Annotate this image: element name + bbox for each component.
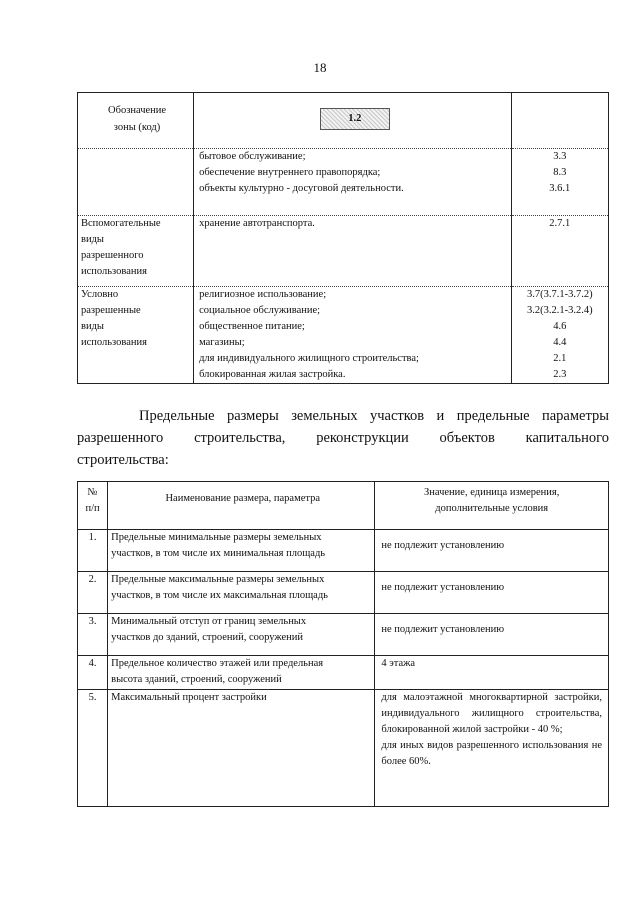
- use-name: социальное обслуживание;: [199, 305, 321, 316]
- use-name: религиозное использование;: [199, 289, 327, 300]
- table-row: [78, 530, 609, 572]
- row-num: 1.: [88, 532, 97, 543]
- row-value: не подлежит установлению: [381, 540, 505, 551]
- use-code: 2.7.1: [549, 218, 571, 229]
- row-param: Минимальный отступ от границ земельных участков до зданий, строений, сооружений: [111, 616, 307, 643]
- use-name: бытовое обслуживание;: [199, 151, 306, 162]
- row-num: 4.: [88, 658, 97, 669]
- row-num: 5.: [88, 692, 97, 703]
- table-row: [78, 614, 609, 656]
- row-num: 3.: [88, 616, 97, 627]
- header-num: № п/п: [85, 487, 100, 514]
- row-param: Предельное количество этажей или предельная высота зданий, строений, сооружений: [111, 658, 324, 685]
- limits-header-row: [78, 482, 609, 530]
- use-name: объекты культурно - досуговой деятельности.: [199, 183, 404, 194]
- row-value: не подлежит установлению: [381, 582, 505, 593]
- use-name: общественное питание;: [199, 321, 305, 332]
- use-code: 3.7(3.7.1-3.7.2): [526, 289, 593, 300]
- table-row: [78, 572, 609, 614]
- use-code: 8.3: [553, 167, 567, 178]
- zone-code-box: 1.2: [320, 108, 390, 130]
- conditional-uses-row: [78, 287, 609, 384]
- row-value: для малоэтажной многоквартирной застройки, индивидуального жилищного строительства, блокированной жилой застройки - 40 %; для иных видов разрешенного использования не более 60%.: [381, 692, 602, 767]
- use-code: 3.3: [553, 151, 567, 162]
- limits-intro-paragraph: [77, 405, 609, 471]
- use-name: для индивидуального жилищного строительства;: [199, 353, 419, 364]
- use-code: 2.1: [553, 353, 567, 364]
- zone-code-label: Обозначение зоны (код): [108, 105, 167, 133]
- paragraph-line: Предельные размеры земельных участков и предельные параметры: [139, 408, 609, 424]
- row-num: 2.: [88, 574, 97, 585]
- zone-usage-table: [77, 92, 609, 384]
- use-name: хранение автотранспорта.: [199, 218, 315, 229]
- row-value: 4 этажа: [381, 658, 416, 669]
- main-uses-row: [78, 149, 609, 216]
- row-param: Максимальный процент застройки: [111, 692, 267, 703]
- table-row: [78, 690, 609, 807]
- paragraph-line: разрешенного строительства, реконструкции объектов капитального: [77, 430, 609, 446]
- use-code: 3.6.1: [549, 183, 571, 194]
- zone-header-row: [78, 93, 609, 149]
- use-code: 3.2(3.2.1-3.2.4): [526, 305, 593, 316]
- auxiliary-label: Вспомогательные виды разрешенного использования: [81, 218, 161, 277]
- use-name: обеспечение внутреннего правопорядка;: [199, 167, 381, 178]
- conditional-label: Условно разрешенные виды использования: [81, 289, 147, 348]
- use-code: 4.6: [553, 321, 567, 332]
- header-value: Значение, единица измерения, дополнительные условия: [424, 487, 560, 514]
- row-value: не подлежит установлению: [381, 624, 505, 635]
- use-name: магазины;: [199, 337, 245, 348]
- table-row: [78, 656, 609, 690]
- use-name: блокированная жилая застройка.: [199, 369, 346, 380]
- row-param: Предельные минимальные размеры земельных участков, в том числе их минимальная площадь: [111, 532, 326, 559]
- row-param: Предельные максимальные размеры земельных участков, в том числе их максимальная площадь: [111, 574, 328, 601]
- header-param: Наименование размера, параметра: [165, 493, 321, 504]
- page-number: 18: [313, 60, 327, 75]
- auxiliary-uses-row: [78, 216, 609, 287]
- use-code: 4.4: [553, 337, 567, 348]
- paragraph-line: строительства:: [77, 452, 169, 468]
- use-code: 2.3: [553, 369, 567, 380]
- limits-table: [77, 481, 609, 807]
